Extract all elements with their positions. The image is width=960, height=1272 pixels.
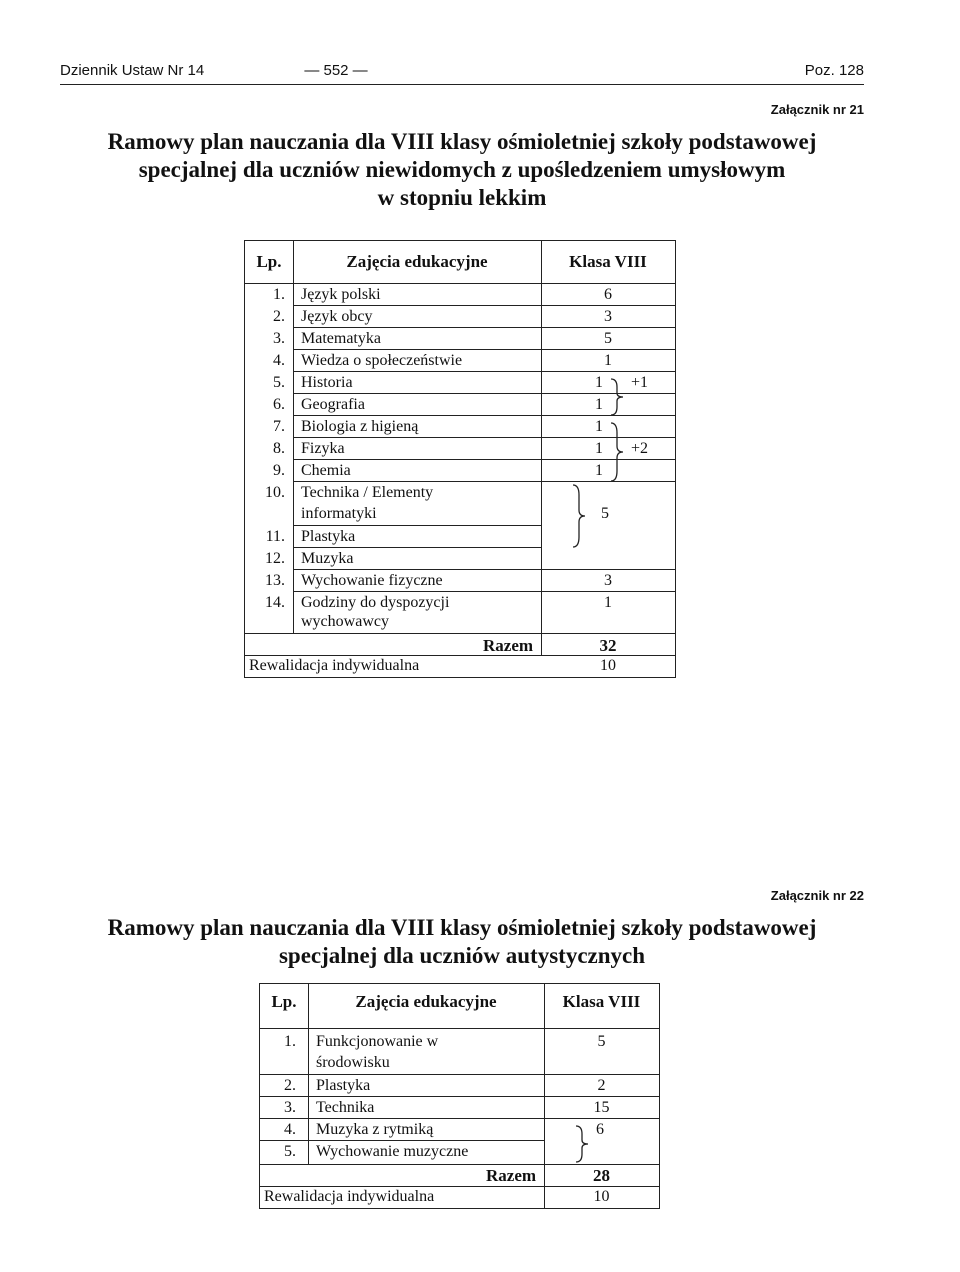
total-value: 28 (593, 1166, 610, 1185)
row-subject: Wiedza o społeczeństwie (301, 352, 463, 369)
brace-icon (609, 377, 629, 417)
row-hours: 1 (604, 594, 612, 611)
row-subject: Geografia (301, 396, 365, 413)
row-hours: 2 (597, 1077, 606, 1094)
position-number: Poz. 128 (804, 62, 864, 79)
row-hours: 1 (604, 352, 612, 369)
row-hours: 1 (595, 418, 603, 435)
row-hours: 5 (597, 1033, 606, 1050)
row-subject: Plastyka (316, 1077, 371, 1094)
row-hours: 1 (595, 374, 603, 391)
row-lp: 12. (265, 550, 285, 567)
col-header-lp: Lp. (271, 992, 297, 1011)
row-lp: 2. (284, 1077, 296, 1094)
row-subject: Funkcjonowanie w (316, 1033, 439, 1050)
row-hours: 3 (604, 308, 612, 325)
row-lp: 9. (273, 462, 285, 479)
page-header (60, 62, 864, 85)
group-extra-hours: +1 (631, 374, 649, 391)
row-hours: 1 (595, 440, 603, 457)
row-hours: 1 (595, 396, 603, 413)
row-lp: 6. (273, 396, 285, 413)
row-hours: 1 (595, 462, 603, 479)
row-lp: 5. (273, 374, 285, 391)
total-label: Razem (483, 636, 534, 655)
row-lp: 1. (273, 286, 285, 303)
annex-21-title (60, 128, 864, 212)
row-lp: 5. (284, 1143, 296, 1160)
annex-22-title-line: Ramowy plan nauczania dla VIII klasy ośmioletniej szkoły podstawowej (107, 915, 817, 940)
revalidation-label: Rewalidacja indywidualna (264, 1188, 435, 1205)
row-subject: informatyki (301, 505, 377, 522)
col-header-subject: Zajęcia edukacyjne (346, 252, 488, 271)
row-subject: Muzyka z rytmiką (316, 1121, 434, 1138)
row-lp: 4. (284, 1121, 296, 1138)
group-extra-hours: +2 (631, 440, 649, 457)
col-header-lp: Lp. (256, 252, 282, 271)
row-lp: 13. (265, 572, 285, 589)
row-lp: 14. (265, 594, 285, 611)
row-subject: Chemia (301, 462, 351, 479)
row-subject: Muzyka (301, 550, 354, 567)
row-lp: 8. (273, 440, 285, 457)
annex-21-title-line: specjalnej dla uczniów niewidomych z upośledzeniem umysłowym (138, 157, 786, 182)
row-hours: 6 (604, 286, 612, 303)
row-lp: 3. (284, 1099, 296, 1116)
row-hours: 3 (604, 572, 612, 589)
row-subject: Historia (301, 374, 353, 391)
annex-21-title-line: Ramowy plan nauczania dla VIII klasy ośmioletniej szkoły podstawowej (107, 129, 817, 154)
annex-21-table (244, 240, 676, 678)
annex-21-label: Załącznik nr 21 (770, 102, 864, 117)
row-subject: Biologia z higieną (301, 418, 419, 435)
annex-21-title-line: w stopniu lekkim (377, 185, 547, 210)
row-subject: Fizyka (301, 440, 345, 457)
row-hours: 15 (593, 1099, 610, 1116)
brace-icon (574, 1124, 594, 1164)
annex-22-title (60, 914, 864, 970)
row-subject: Wychowanie fizyczne (301, 572, 443, 589)
brace-icon (609, 421, 629, 483)
group-shared-hours: 6 (596, 1121, 604, 1138)
revalidation-value: 10 (593, 1188, 610, 1205)
row-subject: Język obcy (301, 308, 373, 325)
group-shared-hours: 5 (601, 505, 609, 522)
annex-22-table (259, 983, 660, 1209)
row-hours: 5 (604, 330, 612, 347)
row-subject: wychowawcy (301, 613, 389, 630)
revalidation-label: Rewalidacja indywidualna (249, 657, 420, 674)
row-subject: Technika (316, 1099, 375, 1116)
row-lp: 1. (284, 1033, 296, 1050)
row-lp: 10. (265, 484, 285, 501)
revalidation-value: 10 (600, 657, 616, 674)
page-number: — 552 — (304, 62, 368, 79)
row-subject: Język polski (301, 286, 381, 303)
row-lp: 2. (273, 308, 285, 325)
col-header-class: Klasa VIII (562, 992, 641, 1011)
journal-name: Dziennik Ustaw Nr 14 (60, 62, 205, 79)
row-subject: Matematyka (301, 330, 381, 347)
row-lp: 7. (273, 418, 285, 435)
row-subject: środowisku (316, 1054, 390, 1071)
row-subject: Wychowanie muzyczne (316, 1143, 469, 1160)
annex-22-label: Załącznik nr 22 (770, 888, 864, 903)
total-value: 32 (599, 636, 617, 655)
row-lp: 4. (273, 352, 285, 369)
brace-icon (571, 483, 591, 549)
row-subject: Godziny do dyspozycji (301, 594, 450, 611)
col-header-subject: Zajęcia edukacyjne (355, 992, 497, 1011)
col-header-class: Klasa VIII (569, 252, 647, 271)
annex-22-title-line: specjalnej dla uczniów autystycznych (278, 943, 646, 968)
row-subject: Plastyka (301, 528, 356, 545)
row-lp: 3. (273, 330, 285, 347)
row-lp: 11. (265, 528, 285, 545)
row-subject: Technika / Elementy (301, 484, 434, 501)
total-label: Razem (486, 1166, 537, 1185)
